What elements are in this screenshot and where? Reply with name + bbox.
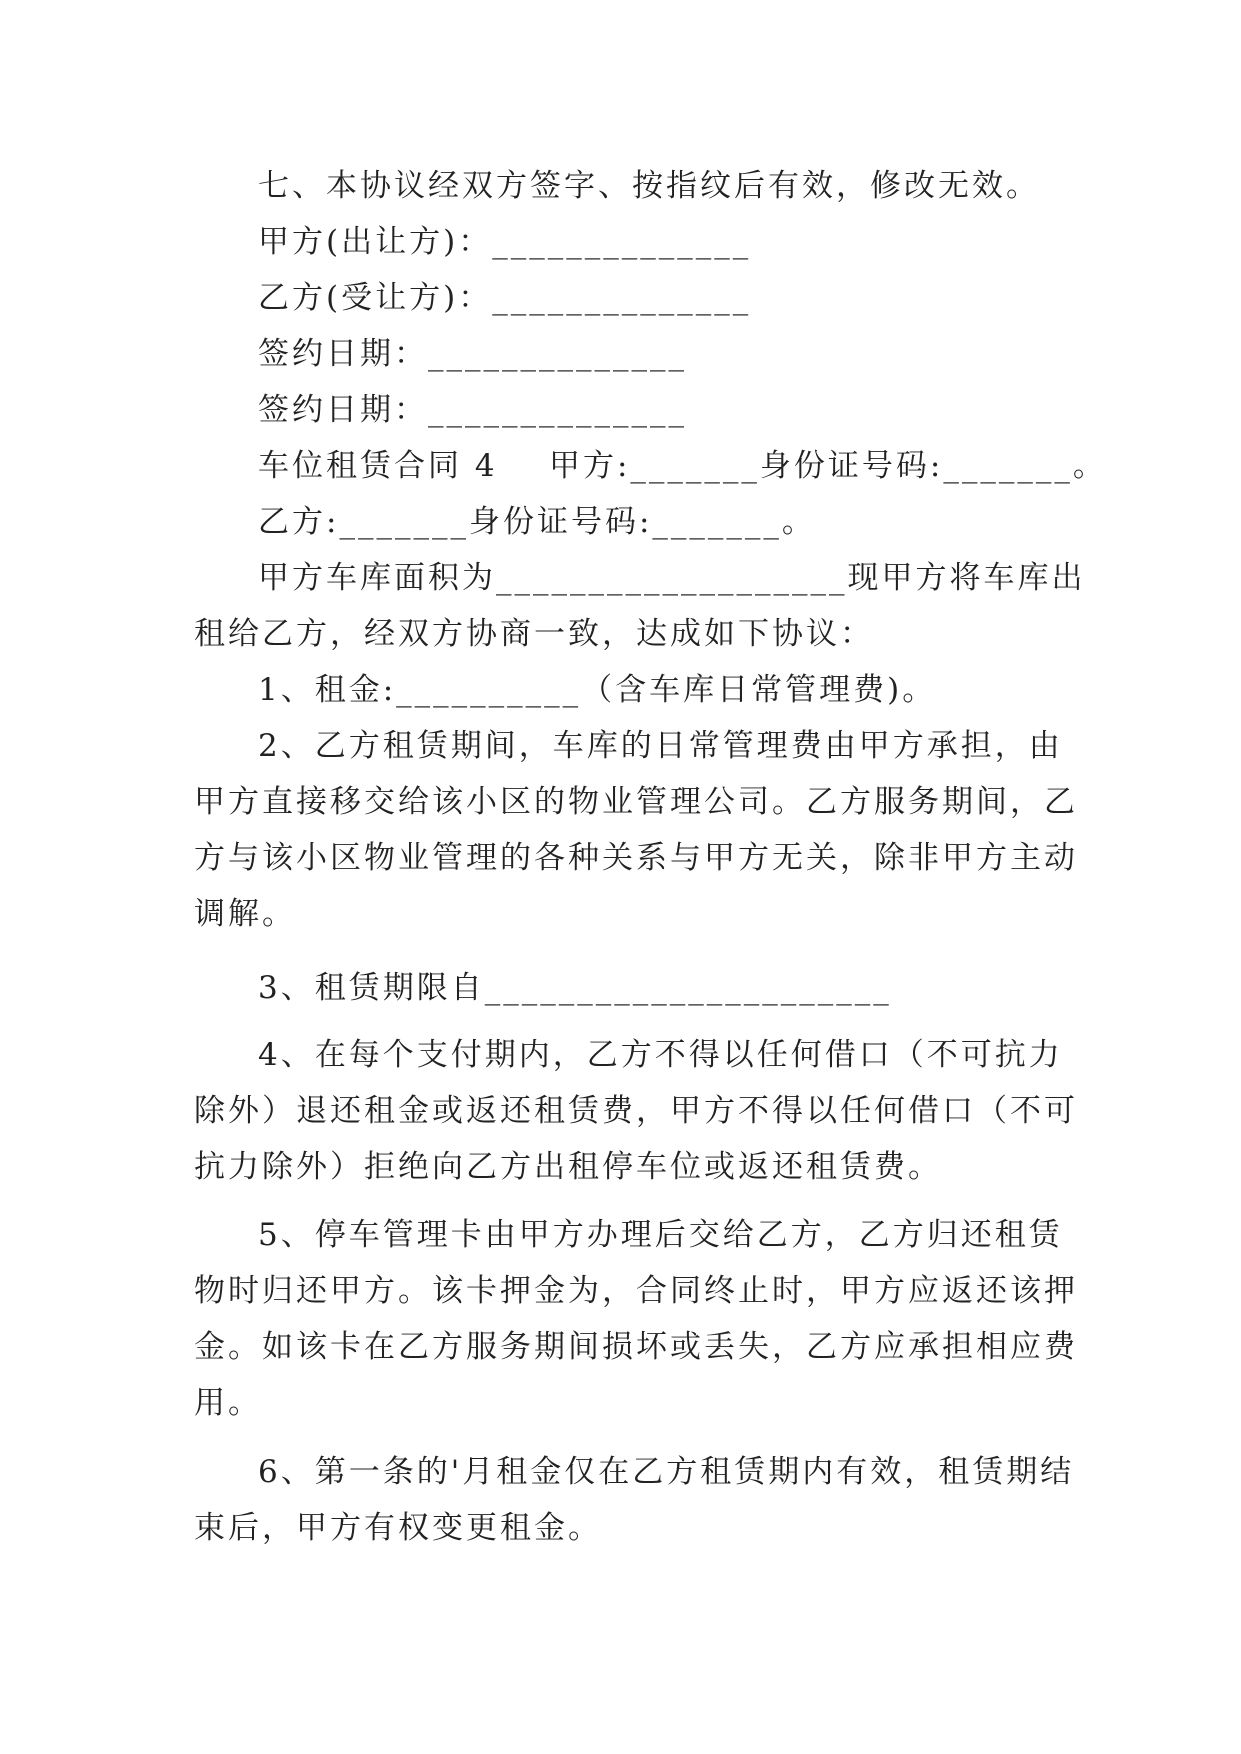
clause-7: 七、本协议经双方签字、按指纹后有效，修改无效。 [258, 168, 1040, 204]
paragraph-line: 束后，甲方有权变更租金。 [194, 1510, 602, 1546]
clause-4: 4、在每个支付期内，乙方不得以任何借口（不可抗力 [258, 1037, 1063, 1073]
paragraph-line: 物时归还甲方。该卡押金为，合同终止时，甲方应返还该押 [194, 1273, 1078, 1309]
paragraph-line: 抗力除外）拒绝向乙方出租停车位或返还租赁费。 [194, 1149, 942, 1185]
clause-3: 3、租赁期限自______________________ [258, 970, 892, 1006]
party-b-id-line: 乙方:_______身份证号码:_______。 [258, 504, 816, 540]
clause-6: 6、第一条的'月租金仅在乙方租赁期内有效，租赁期结 [258, 1454, 1075, 1490]
paragraph-line: 甲方直接移交给该小区的物业管理公司。乙方服务期间，乙 [194, 784, 1078, 820]
party-a-signature-line: 甲方(出让方)：______________ [258, 224, 752, 260]
sign-date-line: 签约日期：______________ [258, 392, 687, 428]
contract-title-party-a-line: 车位租赁合同 4 甲方:_______身份证号码:_______。 [258, 448, 1107, 484]
paragraph-line: 用。 [194, 1385, 262, 1421]
paragraph-line: 除外）退还租金或返还租赁费，甲方不得以任何借口（不可 [194, 1093, 1078, 1129]
clause-1: 1、租金:__________（含车库日常管理费)。 [258, 672, 937, 708]
clause-2: 2、乙方租赁期间，车库的日常管理费由甲方承担，由 [258, 728, 1063, 764]
party-b-signature-line: 乙方(受让方)：______________ [258, 280, 752, 316]
sign-date-line: 签约日期：______________ [258, 336, 687, 372]
paragraph-line: 调解。 [194, 896, 296, 932]
paragraph-line: 方与该小区物业管理的各种关系与甲方无关，除非甲方主动 [194, 840, 1078, 876]
paragraph-line: 甲方车库面积为___________________现甲方将车库出 [258, 560, 1086, 596]
paragraph-line: 金。如该卡在乙方服务期间损坏或丢失，乙方应承担相应费 [194, 1329, 1078, 1365]
clause-5: 5、停车管理卡由甲方办理后交给乙方，乙方归还租赁 [258, 1217, 1063, 1253]
paragraph-line: 租给乙方，经双方协商一致，达成如下协议： [194, 616, 874, 652]
